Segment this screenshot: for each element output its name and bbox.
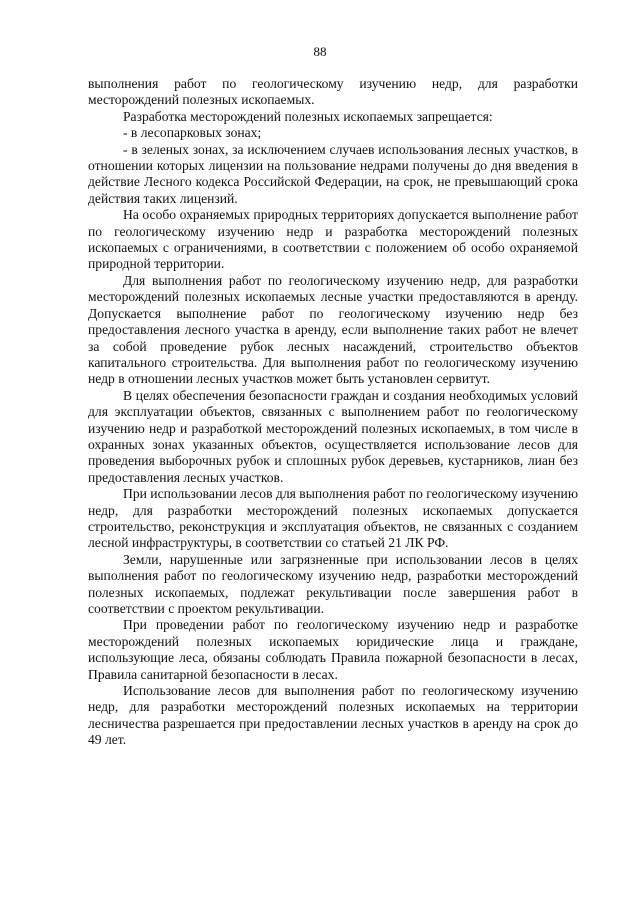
paragraph-recultivation: Земли, нарушенные или загрязненные при использовании лесов в целях выполнения работ по геологическому изучению недр, разработки месторождений полезных ископаемых, подлежат рекультивации после завершения работ в соответствии с проектом рекультивации. bbox=[88, 551, 578, 616]
list-item-green-zones: - в зеленых зонах, за исключением случаев использования лесных участков, в отношении которых лицензии на пользование недрами получены до дня введения в действие Лесного кодекса Российской Федерации, на срок, не превышающий срока действия таких лицензий. bbox=[88, 141, 578, 206]
paragraph-continuation: выполнения работ по геологическому изучению недр, для разработки месторождений полезных ископаемых. bbox=[88, 76, 578, 108]
paragraph-lease-term: Использование лесов для выполнения работ по геологическому изучению недр, для разработки месторождений полезных ископаемых на территории лесничества разрешается при предоставлении лесных участков в аренду на срок до 49 лет. bbox=[88, 683, 578, 748]
document-body bbox=[88, 76, 578, 749]
paragraph-protected-territories: На особо охраняемых природных территориях допускается выполнение работ по геологическому изучению недр и разработка месторождений полезных ископаемых с ограничениями, в соответствии с положением об особо охраняемой природной территории. bbox=[88, 207, 578, 272]
list-item-forest-park-zones: - в лесопарковых зонах; bbox=[123, 125, 262, 141]
paragraph-safety: В целях обеспечения безопасности граждан и создания необходимых условий для эксплуатации объектов, связанных с выполнением работ по геологическому изучению недр и разработкой месторождений полезных ископаемых, в том числе в охранных зонах указанных объектов, осуществляется использование лесов для проведения выборочных рубок и сплошных рубок деревьев, кустарников, лиан без предоставления лесных участков. bbox=[88, 387, 578, 485]
page-number: 88 bbox=[313, 44, 327, 59]
paragraph-fire-safety: При проведении работ по геологическому изучению недр и разработке месторождений полезных ископаемых юридические лица и граждане, использующие леса, обязаны соблюдать Правила пожарной безопасности в лесах, Правила санитарной безопасности в лесах. bbox=[88, 617, 578, 682]
paragraph-lease: Для выполнения работ по геологическому изучению недр, для разработки месторождений полезных ископаемых лесные участки предоставляются в аренду. Допускается выполнение работ по геологическому изучению недр без предоставления лесного участка в аренду, если выполнение таких работ не влечет за собой проведение рубок лесных насаждений, строительство объектов капитального строительства. Для выполнения работ по геологическому изучению недр в отношении лесных участков может быть установлен сервитут. bbox=[88, 272, 578, 387]
paragraph-prohibition-intro: Разработка месторождений полезных ископаемых запрещается: bbox=[123, 108, 493, 124]
paragraph-construction: При использовании лесов для выполнения работ по геологическому изучению недр, для разработки месторождений полезных ископаемых допускается строительство, реконструкция и эксплуатация объектов, не связанных с созданием лесной инфраструктуры, в соответствии со статьей 21 ЛК РФ. bbox=[88, 486, 578, 551]
